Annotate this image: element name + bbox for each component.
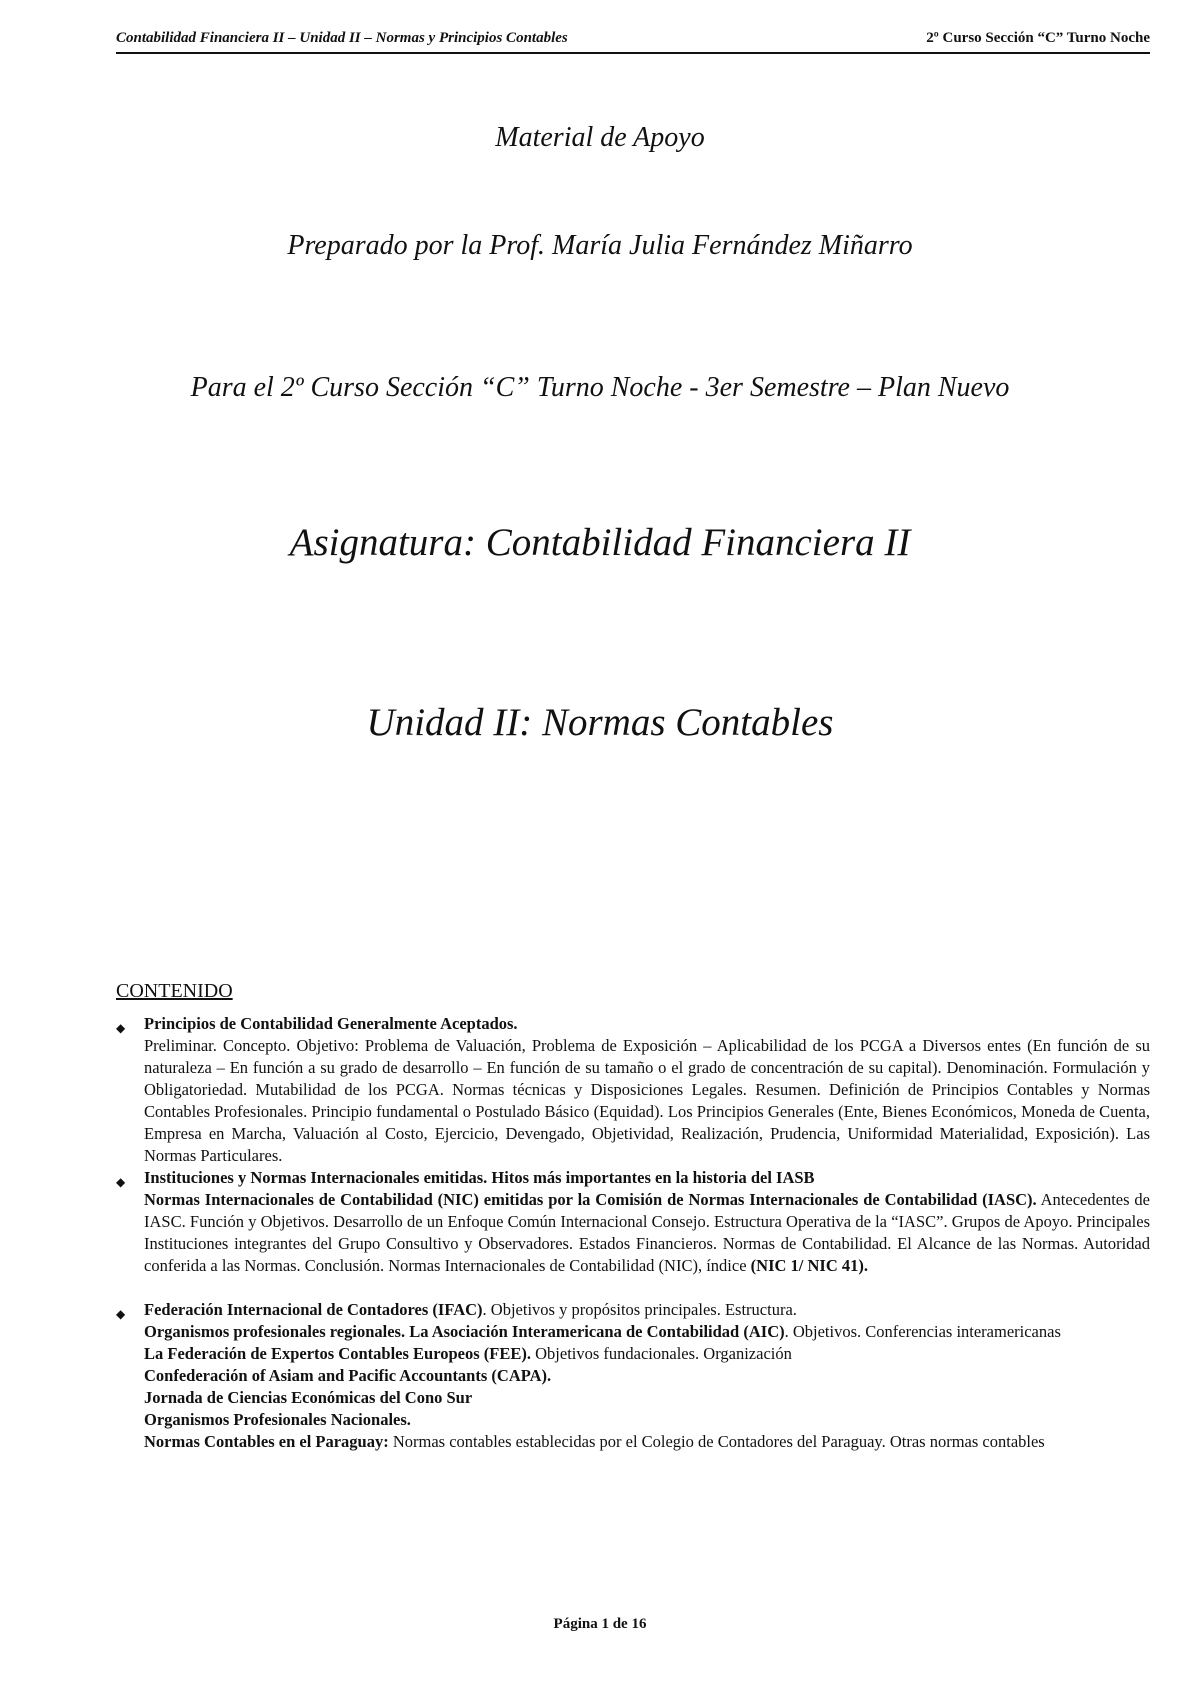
diamond-bullet-icon: ◆ [116,1021,126,1035]
topic-line [144,1343,1150,1365]
topic-line [144,1299,1150,1321]
page-header [116,28,1150,54]
subject-title: Asignatura: Contabilidad Financiera II [289,521,911,564]
topics-list [116,1013,1150,1453]
topic-intro: Normas Internacionales de Contabilidad (NIC) emitidas por la Comisión de Normas Internacionales de Contabilidad (IASC). [144,1190,1037,1209]
diamond-bullet-icon: ◆ [116,1307,126,1321]
header-section: 2º Curso Sección “C” Turno Noche [926,30,1150,46]
header-course-title: Contabilidad Financiera II – Unidad II – Normas y Principios Contables [116,30,568,46]
unit-title: Unidad II: Normas Contables [366,701,834,744]
topic-line-title: Normas Contables en el Paraguay: [144,1432,389,1451]
contents-section [116,980,1150,1453]
material-title: Material de Apoyo [495,122,705,153]
topic-line-text: Objetivos fundacionales. Organización [531,1344,792,1363]
topic-title: Instituciones y Normas Internacionales emitidas. Hitos más importantes en la historia del IASB [144,1168,815,1187]
page-number: Página 1 de 16 [553,1616,647,1632]
topic-line-title: Organismos profesionales regionales. La Asociación Interamericana de Contabilidad (AIC) [144,1322,785,1341]
contents-heading: CONTENIDO [116,980,233,1002]
diamond-bullet-icon: ◆ [116,1175,126,1189]
topic-body: Preliminar. Concepto. Objetivo: Problema de Valuación, Problema de Exposición – Aplicabilidad de los PCGA a Diversos entes (En función de su naturaleza – En función a su grado de desarrollo – En función de su tamaño o el grado de concentración de su capital). Denominación. Formulación y Obligatoriedad. Mutabilidad de los PCGA. Normas técnicas y Disposiciones Legales. Resumen. Definición de Principios Contables y Normas Contables Profesionales. Principio fundamental o Postulado Básico (Equidad). Los Principios Generales (Ente, Bienes Económicos, Moneda de Cuenta, Empresa en Marcha, Valuación al Costo, Ejercicio, Devengado, Objetividad, Realización, Prudencia, Uniformidad Materialidad, Exposición). Las Normas Particulares. [144,1036,1150,1165]
topic-line-title: Federación Internacional de Contadores (IFAC) [144,1300,483,1319]
topic-line: Confederación of Asiam and Pacific Accountants (CAPA). [144,1366,552,1385]
topic-range: (NIC 1/ NIC 41). [750,1256,869,1275]
topic-line-text: . Objetivos y propósitos principales. Estructura. [482,1300,797,1319]
topic-line [144,1321,1150,1343]
prepared-by: Preparado por la Prof. María Julia Fernández Miñarro [287,230,913,261]
topic-line-title: La Federación de Expertos Contables Europeos (FEE). [144,1344,531,1363]
list-item [116,1299,1150,1453]
course-info: Para el 2º Curso Sección “C” Turno Noche - 3er Semestre – Plan Nuevo [190,372,1010,403]
list-item [116,1167,1150,1277]
topic-title: Principios de Contabilidad Generalmente Aceptados. [144,1014,518,1033]
topic-line: Organismos Profesionales Nacionales. [144,1410,411,1429]
topic-line-text: Normas contables establecidas por el Colegio de Contadores del Paraguay. Otras normas contables [388,1432,1045,1451]
topic-body: Antecedentes de IASC. Función y Objetivos. Desarrollo de un Enfoque Común Internacional Consejo. Estructura Operativa de la “IASC”. Grupos de Apoyo. Principales Instituciones integrantes del Grupo Consultivo y Observadores. Estados Financieros. Normas de Contabilidad. El Alcance de las Normas. Autoridad conferida a las Normas. Conclusión. Normas Internacionales de Contabilidad (NIC), índice [144,1190,1150,1275]
topic-line: Jornada de Ciencias Económicas del Cono Sur [144,1388,473,1407]
list-item [116,1013,1150,1167]
topic-line-text: . Objetivos. Conferencias interamericanas [784,1322,1061,1341]
topic-line [144,1431,1150,1453]
